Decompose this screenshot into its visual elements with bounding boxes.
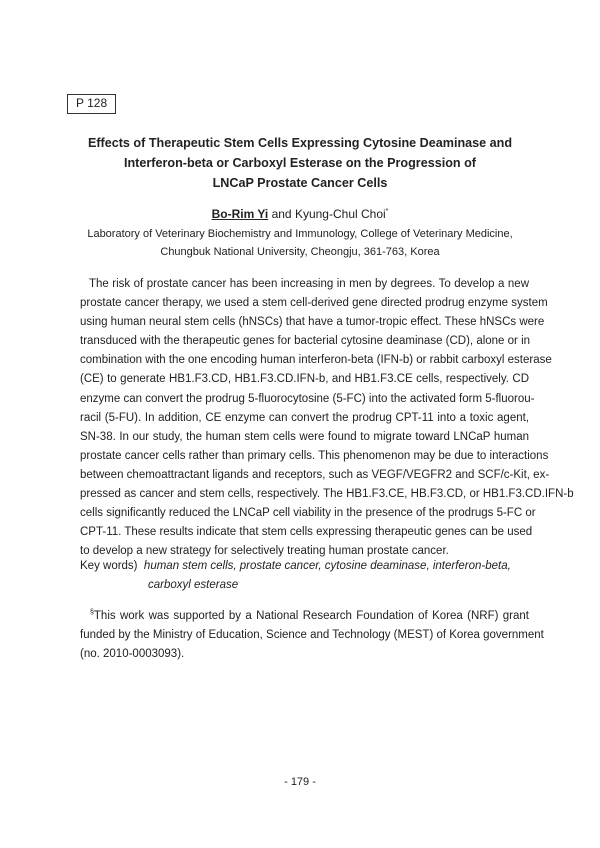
keywords-terms-continued: carboxyl esterase	[148, 579, 239, 591]
abstract-line: racil (5-FU). In addition, CE enzyme can convert the prodrug CPT-11 into a toxic agent,	[80, 411, 529, 424]
abstract-line: using human neural stem cells (hNSCs) that have a tumor-tropic effect. These hNSCs were	[80, 316, 545, 329]
author-connector: and	[268, 207, 295, 221]
abstract-line: prostate cancer cells rather than primary cells. This phenomenon may be due to interactions	[80, 449, 549, 462]
paper-title	[60, 133, 540, 193]
affiliation-line: Chungbuk National University, Cheongju, 361-763, Korea	[160, 246, 440, 258]
page-number: - 179 -	[284, 776, 316, 788]
abstract-line: SN-38. In our study, the human stem cells were found to migrate toward LNCaP human	[80, 430, 529, 443]
abstract-line: to develop a new strategy for selectively treating human prostate cancer.	[80, 545, 449, 558]
corresponding-author-mark: *	[385, 208, 389, 215]
abstract-body	[80, 275, 574, 561]
acknowledgement-line: (no. 2010-0003093).	[80, 648, 185, 660]
coauthor: Kyung-Chul Choi	[294, 207, 386, 221]
abstract-line: cells significantly reduced the LNCaP cell viability in the presence of the prodrugs 5-FC or	[80, 507, 536, 520]
poster-number-box	[67, 94, 116, 114]
abstract-line: prostate cancer therapy, we used a stem cell-derived gene directed prodrug enzyme system	[80, 297, 548, 310]
keywords-label: Key words)	[80, 560, 138, 572]
abstract-line: between chemoattractant ligands and receptors, such as VEGF/VEGFR2 and SCF/c-Kit, ex-	[80, 468, 550, 481]
poster-number: P 128	[76, 96, 108, 110]
acknowledgement-mark: §	[90, 609, 94, 617]
affiliation	[60, 225, 540, 261]
keywords-terms: human stem cells, prostate cancer, cytosine deaminase, interferon-beta,	[143, 560, 511, 572]
keywords-block	[80, 557, 529, 595]
acknowledgement-line: funded by the Ministry of Education, Science and Technology (MEST) of Korea government	[80, 629, 544, 641]
abstract-line: (CE) to generate HB1.F3.CD, HB1.F3.CD.IFN-b, and HB1.F3.CE cells, respectively. CD	[80, 373, 529, 386]
abstract-line: transduced with the therapeutic genes for bacterial cytosine deaminase (CD), alone or in	[80, 335, 531, 348]
acknowledgement	[80, 607, 544, 664]
abstract-line: enzyme can convert the prodrug 5-fluorocytosine (5-FC) into the activated form 5-fluorou-	[80, 392, 535, 405]
abstract-line: CPT-11. These results indicate that stem cells expressing therapeutic genes can be used	[80, 526, 533, 539]
abstract-line: The risk of prostate cancer has been increasing in men by degrees. To develop a new	[89, 278, 529, 290]
title-line: LNCaP Prostate Cancer Cells	[212, 176, 388, 190]
acknowledgement-line: This work was supported by a National Research Foundation of Korea (NRF) grant	[93, 610, 529, 622]
presenting-author: Bo-Rim Yi	[211, 207, 269, 221]
title-line: Interferon-beta or Carboxyl Esterase on the Progression of	[123, 156, 476, 170]
affiliation-line: Laboratory of Veterinary Biochemistry and Immunology, College of Veterinary Medicine,	[87, 228, 513, 240]
title-line: Effects of Therapeutic Stem Cells Expressing Cytosine Deaminase and	[87, 136, 513, 150]
abstract-line: combination with the one encoding human interferon-beta (IFN-b) or rabbit carboxyl esterase	[80, 354, 552, 367]
author-line	[60, 206, 540, 222]
abstract-line: pressed as cancer and stem cells, respectively. The HB1.F3.CE, HB.F3.CD, or HB1.F3.CD.IFN-b	[80, 488, 574, 501]
